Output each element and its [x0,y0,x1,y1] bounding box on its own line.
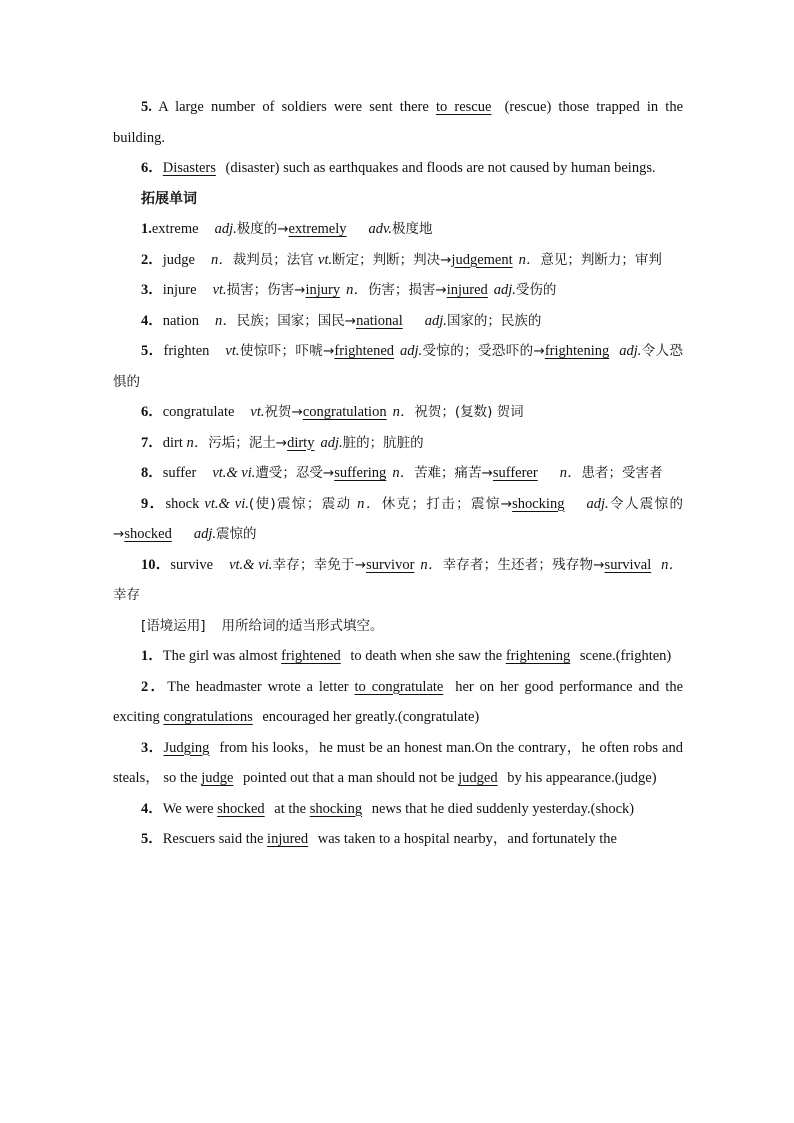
word-entry-6: 6．congratulate vt.祝贺→congratulation n．祝贺；(复数) 贺词 [141,404,524,420]
word-entry-7: 7．dirt n．污垢；泥土→dirty adj.脏的；肮脏的 [141,434,424,451]
exercise-3: 3．Judging from his looks，he must be an honest man.On the contrary，he often robs and steals， so the judge pointed out that a man should not be judged by his appearance.(judge) [113,739,683,786]
answer-blank: dirty [287,434,315,451]
answer-blank: frightening [505,648,571,664]
answer-blank: to congratulate [354,678,444,695]
answer-blank: Disasters [162,160,216,176]
sentence-6: 6．Disasters (disaster) such as earthquakes and floods are not caused by human beings. [141,160,656,176]
answer-blank: judge [201,770,234,786]
answer-blank: shocking [309,800,363,817]
exercise-5: 5．Rescuers said the injured was taken to a hospital nearby，and fortunately the [141,831,617,847]
word-entry-4: 4．nation n．民族；国家；国民→national adj.国家的；民族的 [141,312,542,329]
section-heading: 拓展单词 [141,190,197,207]
word-entry-3: 3．injure vt.损害；伤害→injury n．伤害；损害→injured adj.受伤的 [141,282,557,298]
sentence-5: 5. A large number of soldiers were sent there to rescue (rescue) those trapped in the building. [113,99,684,146]
word-entry-10: 10．survive vt.& vi.幸存；幸免于→survivor n．幸存者；生还者；残存物→survival n．幸存 [113,556,684,603]
word-entry-5: 5．frighten vt.使惊吓；吓唬→frightened adj.受惊的；受恐吓的→frightening adj.令人恐惧的 [113,343,684,390]
answer-blank: frightening [544,343,610,359]
answer-blank: injured [446,282,488,298]
answer-blank: survival [604,556,652,573]
answer-blank: shocked [217,800,265,817]
exercise-content [113,92,683,855]
word-entry-1: 1.extreme adj.极度的→extremely adv.极度地 [141,221,433,237]
usage-heading: [语境运用] 用所给词的适当形式填空。 [141,617,384,634]
answer-blank: shocking [512,495,565,512]
answer-blank: shocked [124,526,172,542]
answer-blank: judgement [451,251,513,268]
word-entry-8: 8．suffer vt.& vi.遭受；忍受→suffering n．苦难；痛苦→sufferer n．患者；受害者 [141,465,663,481]
answer-blank: suffering [334,465,387,481]
answer-blank: injured [267,831,309,847]
answer-blank: sufferer [492,465,538,481]
answer-blank: Judging [163,739,210,756]
answer-blank: survivor [366,556,415,573]
exercise-1: 1．The girl was almost frightened to death when she saw the frightening scene.(frighten) [141,648,672,664]
answer-blank: frightened [281,648,341,664]
answer-blank: national [356,312,403,329]
word-entry-2: 2．judge n．裁判员；法官 vt.断定；判断；判决→judgement n．意见；判断力；审判 [141,251,662,268]
exercise-4: 4．We were shocked at the shocking news that he died suddenly yesterday.(shock) [141,800,635,817]
exercise-2: 2．The headmaster wrote a letter to congratulate her on her good performance and the exciting congratulations encouraged her greatly.(congratulate) [113,678,684,725]
answer-blank: frightened [334,343,395,359]
answer-blank: extremely [288,221,347,237]
answer-blank: congratulations [163,709,253,725]
answer-blank: to rescue [435,99,492,115]
answer-blank: judged [458,770,498,786]
answer-blank: congratulation [302,404,387,420]
answer-blank: injury [305,282,341,298]
word-entry-9: 9．shock vt.& vi.(使)震惊；震动 n．休克；打击；震惊→shocking adj.令人震惊的→shocked adj.震惊的 [113,495,684,542]
